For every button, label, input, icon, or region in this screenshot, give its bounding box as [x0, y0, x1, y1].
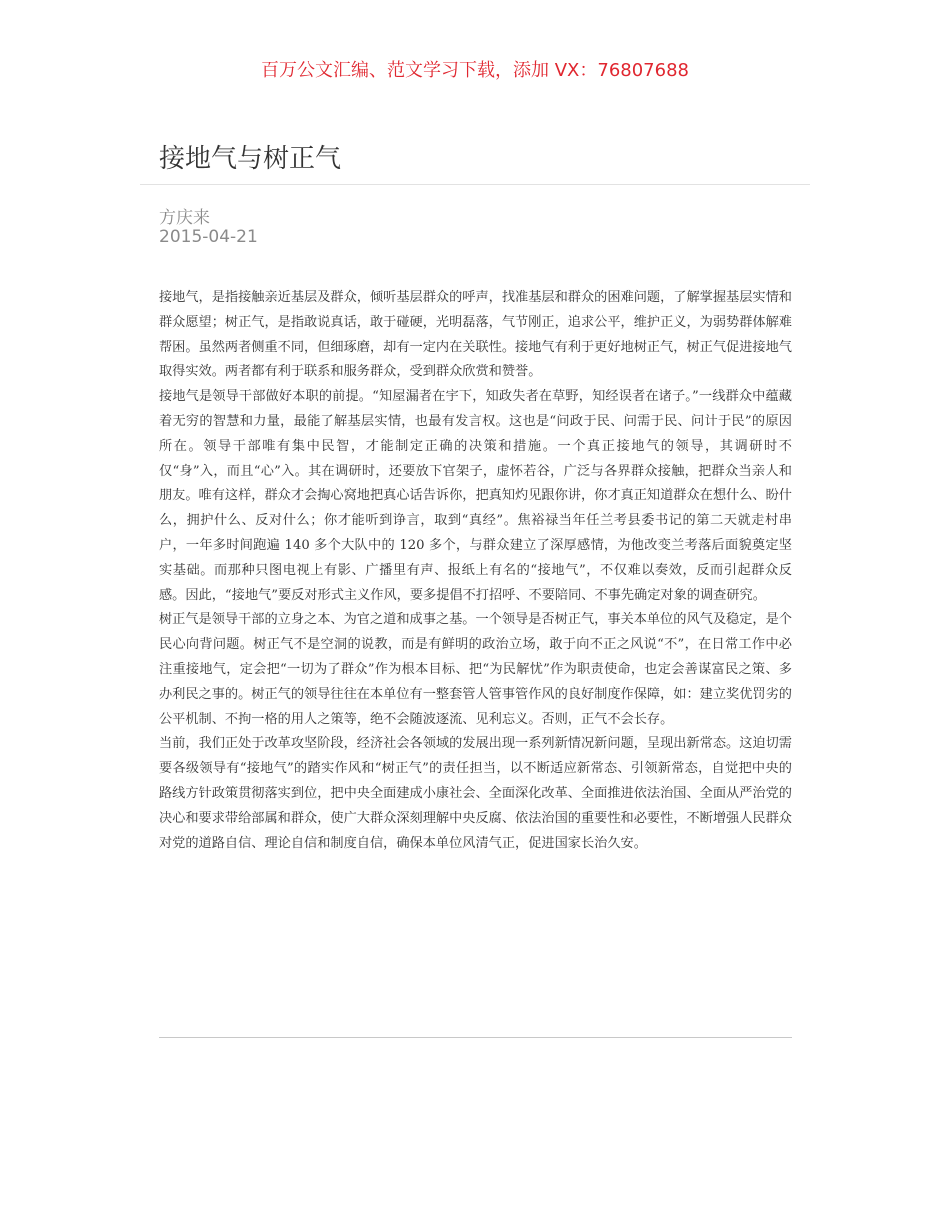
promo-banner: 百万公文汇编、范文学习下载，添加 VX：76807688: [261, 60, 689, 81]
title-divider: [140, 184, 810, 185]
article-title: 接地气与树正气: [159, 144, 342, 174]
footer-divider: [159, 1037, 792, 1038]
article-paragraph: 树正气是领导干部的立身之本、为官之道和成事之基。一个领导是否树正气，事关本单位的风气及稳定，是个民心向背问题。树正气不是空洞的说教，而是有鲜明的政治立场，敢于向不正之风说“不”，在日常工作中必注重接地气，定会把“一切为了群众”作为根本目标、把“为民解忧”作为职责使命，也定会善谋富民之策、多办利民之事的。树正气的领导往往在本单位有一整套管人管事管作风的良好制度作保障，如：建立奖优罚劣的公平机制、不拘一格的用人之策等，绝不会随波逐流、见利忘义。否则，正气不会长存。: [159, 612, 792, 727]
article-paragraph: 接地气是领导干部做好本职的前提。“知屋漏者在宇下，知政失者在草野，知经误者在诸子。”一线群众中蕴藏着无穷的智慧和力量，最能了解基层实情，也最有发言权。这也是“问政于民、问需于民、问计于民”的原因所在。领导干部唯有集中民智，才能制定正确的决策和措施。一个真正接地气的领导，其调研时不仅“身”入，而且“心”入。其在调研时，还要放下官架子，虚怀若谷，广泛与各界群众接触，把群众当亲人和朋友。唯有这样，群众才会掏心窝地把真心话告诉你，把真知灼见跟你讲，你才真正知道群众在想什么、盼什么，拥护什么、反对什么；你才能听到诤言，取到“真经”。焦裕禄当年任兰考县委书记的第二天就走村串户，一年多时间跑遍 140 多个大队中的 120 多个，与群众建立了深厚感情，为他改变兰考落后面貌奠定坚实基础。而那种只图电视上有影、广播里有声、报纸上有名的“接地气”，不仅难以奏效，反而引起群众反感。因此，“接地气”要反对形式主义作风，要多提倡不打招呼、不要陪同、不事先确定对象的调查研究。: [159, 389, 792, 603]
article-author: 方庆来: [159, 208, 210, 228]
article-paragraph: 当前，我们正处于改革攻坚阶段，经济社会各领域的发展出现一系列新情况新问题，呈现出新常态。这迫切需要各级领导有“接地气”的踏实作风和“树正气”的责任担当，以不断适应新常态、引领新常态，自觉把中央的路线方针政策贯彻落实到位，把中央全面建成小康社会、全面深化改革、全面推进依法治国、全面从严治党的决心和要求带给部属和群众，使广大群众深刻理解中央反腐、依法治国的重要性和必要性，不断增强人民群众对党的道路自信、理论自信和制度自信，确保本单位风清气正，促进国家长治久安。: [159, 736, 792, 851]
article-body: [159, 286, 792, 856]
article-paragraph: 接地气，是指接触亲近基层及群众，倾听基层群众的呼声，找准基层和群众的困难问题，了解掌握基层实情和群众愿望；树正气，是指敢说真话，敢于碰硬，光明磊落，气节刚正，追求公平，维护正义，为弱势群体解难帮困。虽然两者侧重不同，但细琢磨，却有一定内在关联性。接地气有利于更好地树正气，树正气促进接地气取得实效。两者都有利于联系和服务群众，受到群众欣赏和赞誉。: [159, 290, 792, 380]
article-date: 2015-04-21: [159, 227, 258, 247]
